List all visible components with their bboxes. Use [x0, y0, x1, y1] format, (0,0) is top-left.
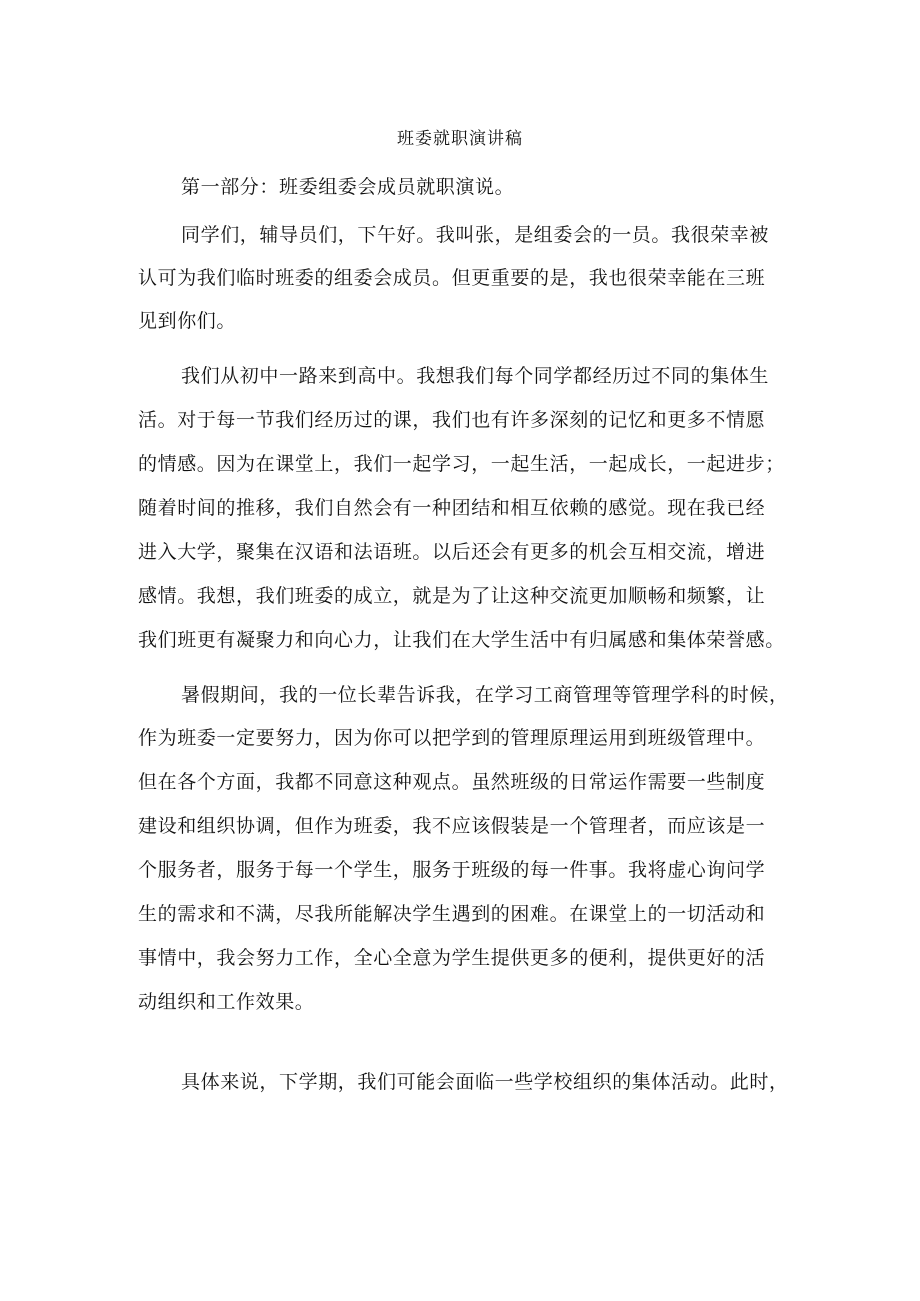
paragraph-line: 随着时间的推移，我们自然会有一种团结和相互依赖的感觉。现在我已经 [138, 497, 766, 519]
paragraph-line: 建设和组织协调，但作为班委，我不应该假装是一个管理者，而应该是一 [138, 815, 766, 837]
paragraph-line: 但在各个方面，我都不同意这种观点。虽然班级的日常运作需要一些制度 [138, 771, 766, 793]
paragraph-line: 我们班更有凝聚力和向心力，让我们在大学生活中有归属感和集体荣誉感。 [138, 629, 785, 651]
paragraph-line: 认可为我们临时班委的组委会成员。但更重要的是，我也很荣幸能在三班 [138, 267, 766, 289]
paragraph-line: 动组织和工作效果。 [138, 991, 315, 1013]
paragraph-line: 我们从初中一路来到高中。我想我们每个同学都经历过不同的集体生 [181, 365, 770, 387]
paragraph-line: 事情中，我会努力工作，全心全意为学生提供更多的便利，提供更好的活 [138, 947, 766, 969]
document-title: 班委就职演讲稿 [397, 129, 523, 149]
paragraph-line: 的情感。因为在课堂上，我们一起学习，一起生活，一起成长，一起进步； [138, 453, 785, 475]
paragraph-line: 同学们，辅导员们，下午好。我叫张，是组委会的一员。我很荣幸被 [181, 224, 770, 246]
paragraph-line: 具体来说，下学期，我们可能会面临一些学校组织的集体活动。此时， [181, 1071, 789, 1093]
paragraph-line: 个服务者，服务于每一个学生，服务于班级的每一件事。我将虚心询问学 [138, 859, 766, 881]
paragraph-line: 见到你们。 [138, 310, 237, 332]
paragraph-line: 感情。我想，我们班委的成立，就是为了让这种交流更加顺畅和频繁，让 [138, 585, 766, 607]
section-heading: 第一部分：班委组委会成员就职演说。 [181, 176, 515, 198]
paragraph-line: 暑假期间，我的一位长辈告诉我，在学习工商管理等管理学科的时候， [181, 684, 789, 706]
paragraph-line: 活。对于每一节我们经历过的课，我们也有许多深刻的记忆和更多不情愿 [138, 409, 766, 431]
paragraph-line: 生的需求和不满，尽我所能解决学生遇到的困难。在课堂上的一切活动和 [138, 903, 766, 925]
paragraph-line: 进入大学，聚集在汉语和法语班。以后还会有更多的机会互相交流，增进 [138, 541, 766, 563]
paragraph-line: 作为班委一定要努力，因为你可以把学到的管理原理运用到班级管理中。 [138, 727, 766, 749]
